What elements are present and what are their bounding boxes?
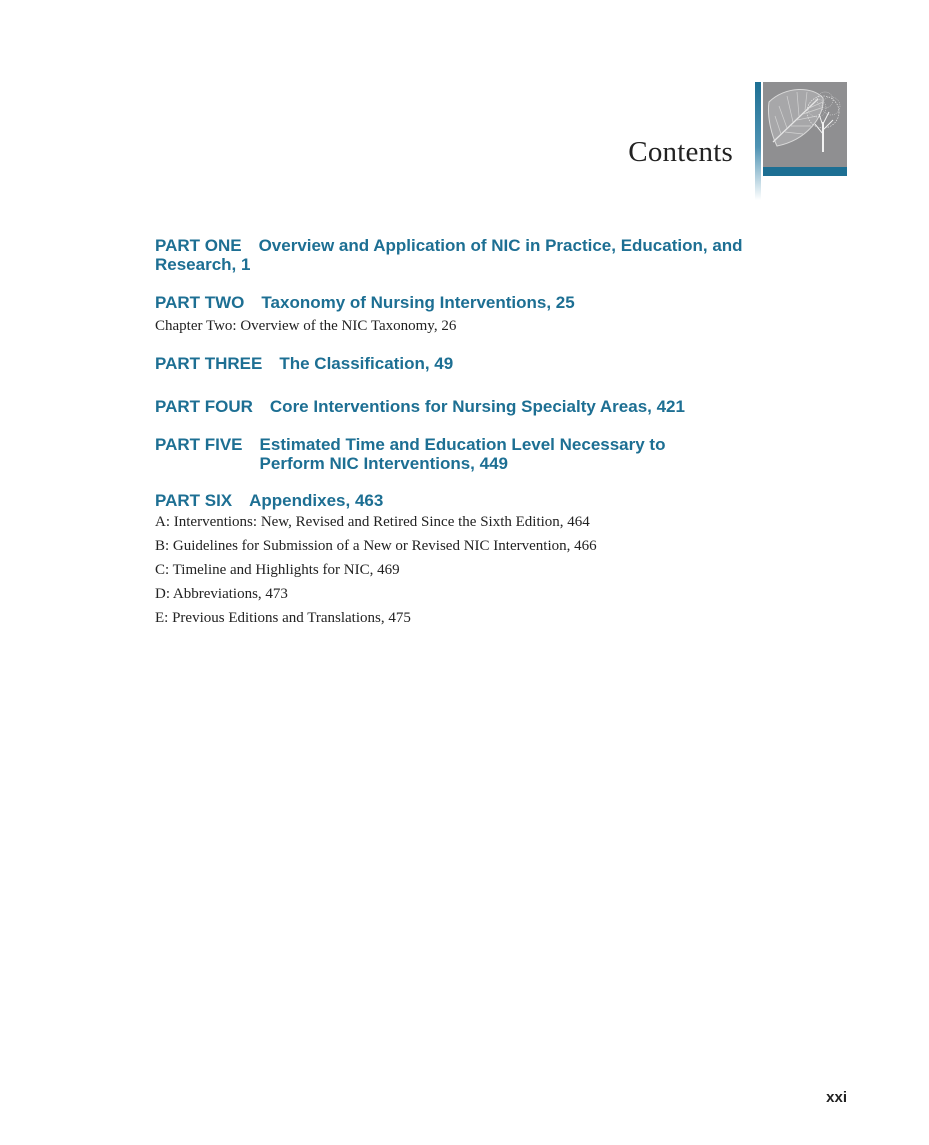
part-label: PART ONE — [155, 236, 242, 255]
part-title: Core Interventions for Nursing Specialty Areas, 421 — [269, 397, 685, 416]
toc-chapter-item[interactable]: A: Interventions: New, Revised and Retired Since the Sixth Edition, 464 — [155, 514, 590, 530]
part-label: PART TWO — [155, 293, 245, 312]
part-label: PART SIX — [155, 491, 233, 510]
toc-chapter-item[interactable]: D: Abbreviations, 473 — [155, 586, 288, 602]
header-accent-bar — [755, 82, 761, 200]
toc-part-three[interactable] — [155, 354, 755, 373]
toc-part-two[interactable] — [155, 293, 755, 312]
toc-chapter-item[interactable]: B: Guidelines for Submission of a New or Revised NIC Intervention, 466 — [155, 538, 597, 554]
toc-part-one[interactable] — [155, 236, 755, 274]
part-label: PART THREE — [155, 354, 263, 373]
toc-chapter-item[interactable]: E: Previous Editions and Translations, 475 — [155, 610, 411, 626]
page-number: xxi — [826, 1089, 847, 1106]
toc-chapter-item[interactable]: C: Timeline and Highlights for NIC, 469 — [155, 562, 400, 578]
part-title: Estimated Time and Education Level Necessary to Perform NIC Interventions, 449 — [259, 435, 666, 473]
part-label: PART FOUR — [155, 397, 253, 416]
part-label: PART FIVE — [155, 435, 243, 454]
page-title: Contents — [628, 136, 733, 168]
part-title: The Classification, 49 — [279, 354, 454, 373]
header-accent-strip — [763, 167, 847, 176]
toc-part-five[interactable] — [155, 435, 755, 473]
part-title: Appendixes, 463 — [249, 491, 384, 510]
toc-part-six[interactable] — [155, 491, 755, 510]
leaf-tree-illustration-icon — [763, 82, 847, 167]
table-of-contents — [155, 236, 755, 630]
part-title: Taxonomy of Nursing Interventions, 25 — [261, 293, 575, 312]
part-title: Overview and Application of NIC in Practice, Education, and Research, 1 — [155, 236, 743, 274]
toc-chapter-item[interactable]: Chapter Two: Overview of the NIC Taxonomy, 26 — [155, 318, 457, 334]
toc-part-four[interactable] — [155, 397, 755, 416]
